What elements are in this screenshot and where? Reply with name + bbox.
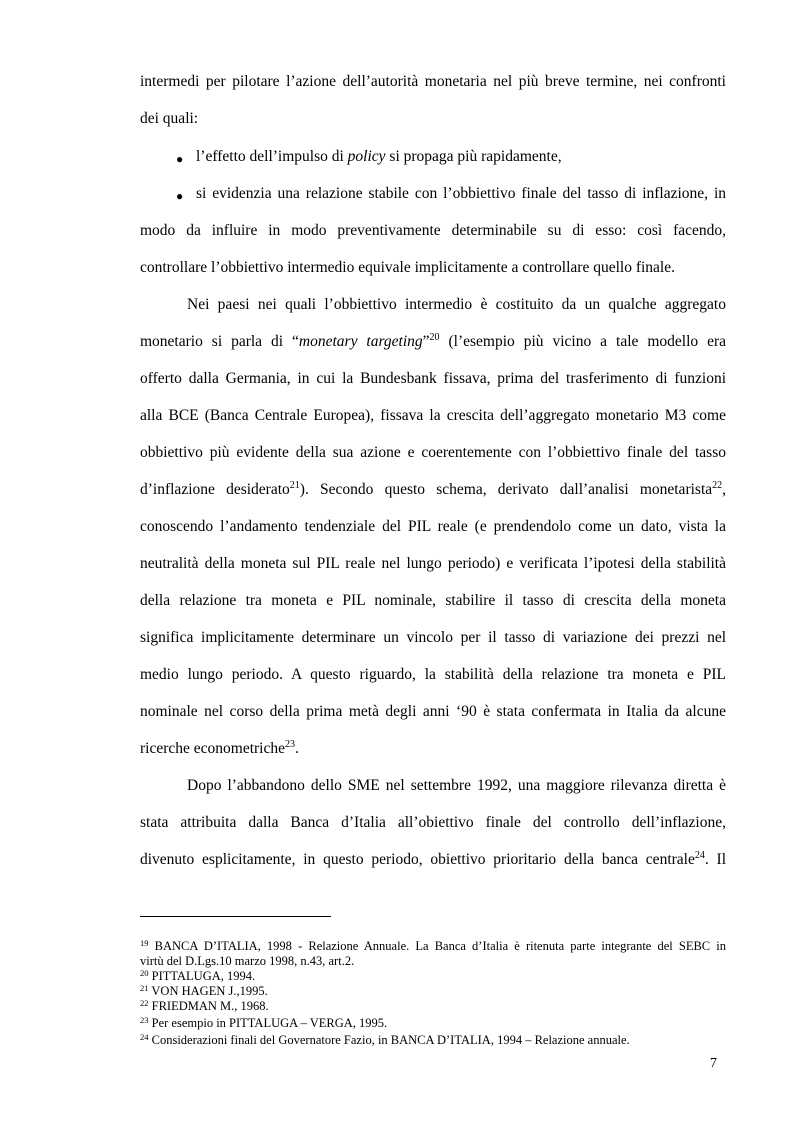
footnote-19: $^{19}$ BANCA D’ITALIA, 1998 - Relazione Annuale. La Banca d’Italia è ritenuta parte integrante del SEBC in [140,938,726,953]
text-line: neutralità della moneta sul PIL reale nel lungo periodo) e verificata l’ipotesi della stabilità [140,555,726,572]
bullet-icon: ● [176,189,184,203]
text-line: della relazione tra moneta e PIL nominale, stabilire il tasso di crescita della moneta [140,592,726,609]
text-line: controllare l’obbiettivo intermedio equivale implicitamente a controllare quello finale. [140,259,675,276]
text-line: alla BCE (Banca Centrale Europea), fissava la crescita dell’aggregato monetario M3 come [140,407,726,424]
paragraph-start: Nei paesi nei quali l’obbiettivo intermedio è costituito da un qualche aggregato [187,296,726,313]
footnote-ref: 20 [429,332,440,343]
text-line: nominale nel corso della prima metà degli anni ‘90 è stata confermata in Italia da alcune [140,703,726,720]
text-line: significa implicitamente determinare un vincolo per il tasso di variazione dei prezzi nel [140,629,726,646]
text-line: obbiettivo più evidente della sua azione e coerentemente con l’obbiettivo finale del tasso [140,444,726,461]
footnote-23: $^{23}$ Per esempio in PITTALUGA – VERGA, 1995. [140,1015,388,1030]
footnote-20: $^{20}$ PITTALUGA, 1994. [140,968,256,983]
text-line: dei quali: [140,110,199,127]
footnote-21: $^{21}$ VON HAGEN J.,1995. [140,983,268,998]
footnote-ref: 21 [289,480,300,491]
text-line: intermedi per pilotare l’azione dell’autorità monetaria nel più breve termine, nei confronti [140,73,726,90]
text-line: divenuto esplicitamente, in questo periodo, obiettivo prioritario della banca centrale$^{24}$. Il [140,850,727,868]
bullet-item: l’effetto dell’impulso di policy si propaga più rapidamente, [196,148,562,165]
text-line: ricerche econometriche$^{23}$. [140,739,299,757]
text-line: d’inflazione desiderato$^{21}$). Secondo questo schema, derivato dall’analisi monetarista$^{22}$, [140,480,727,498]
bullet-icon: ● [176,152,184,166]
text-line: stata attribuita dalla Banca d’Italia all’obiettivo finale del controllo dell’inflazione, [140,814,726,831]
footnote-ref: 23 [285,739,296,750]
text-line: medio lungo periodo. A questo riguardo, la stabilità della relazione tra moneta e PIL [140,666,726,683]
footnote-separator [140,916,331,917]
footnote-ref: 24 [694,850,705,861]
footnote-24: $^{24}$ Considerazioni finali del Governatore Fazio, in BANCA D’ITALIA, 1994 – Relazione annuale. [140,1032,630,1047]
footnote-19-cont: virtù del D.Lgs.10 marzo 1998, n.43, art.2. [140,954,355,968]
page-number: 7 [710,1056,717,1071]
text-line: monetario si parla di “monetary targeting”$^{20}$ (l’esempio più vicino a tale modello era [140,332,727,350]
paragraph-start: Dopo l’abbandono dello SME nel settembre 1992, una maggiore rilevanza diretta è [187,777,726,794]
footnote-22: $^{22}$ FRIEDMAN M., 1968. [140,998,269,1013]
text-line: modo da influire in modo preventivamente determinabile su di esso: così facendo, [140,222,726,239]
text-line: offerto dalla Germania, in cui la Bundesbank fissava, prima del trasferimento di funzioni [140,370,726,387]
text-line: conoscendo l’andamento tendenziale del PIL reale (e prendendolo come un dato, vista la [140,518,726,535]
footnote-ref: 22 [712,480,723,491]
bullet-item: si evidenzia una relazione stabile con l’obbiettivo finale del tasso di inflazione, in [196,185,726,202]
